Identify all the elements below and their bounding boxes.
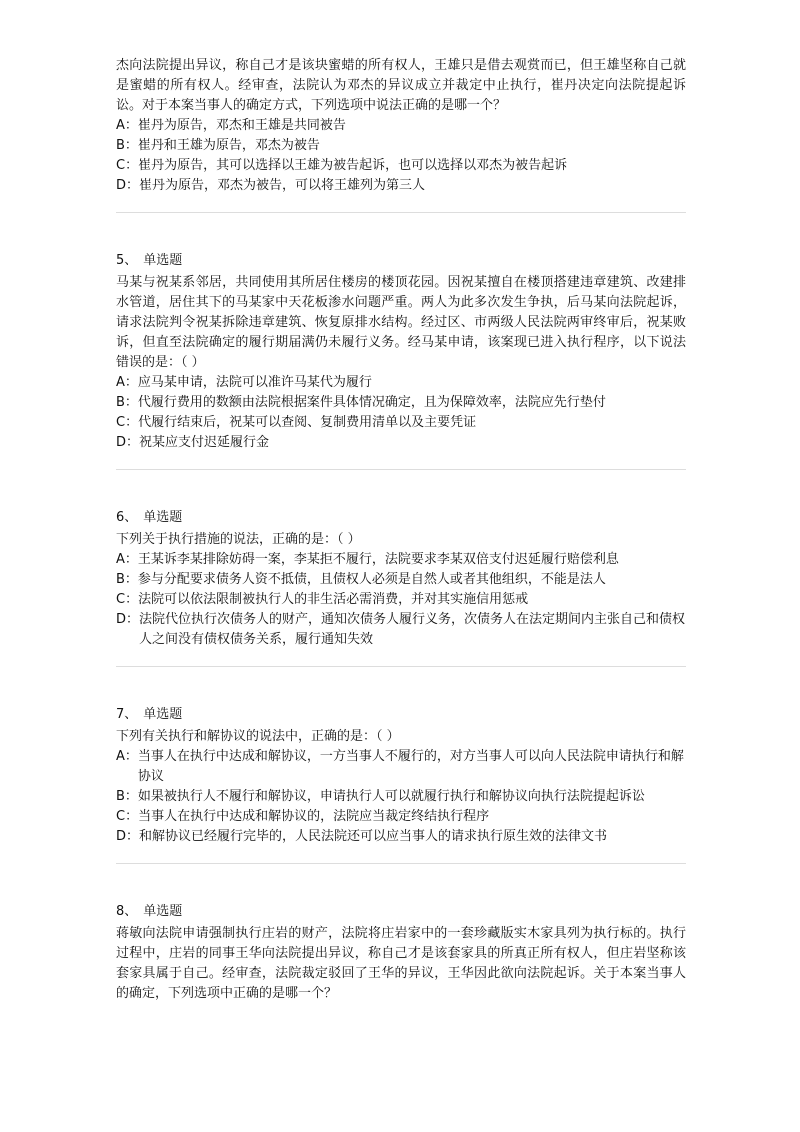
question-stem: 下列有关执行和解协议的说法中，正确的是：（ ） (116, 729, 400, 744)
option-text: 和解协议已经履行完毕的，人民法院还可以应当事人的请求执行原生效的法律文书 (139, 829, 608, 844)
option-letter: B： (116, 572, 138, 587)
option-letter: D： (116, 829, 140, 844)
option-text: 当事人在执行中达成和解协议，一方当事人不履行的，对方当事人可以向人民法院申请执行和解协议 (137, 749, 684, 784)
option-letter: C： (116, 158, 139, 173)
question-divider (116, 212, 686, 213)
option-d[interactable] (116, 610, 686, 650)
option-text: 代履行费用的数额由法院根据案件具体情况确定，且为保障效率，法院应先行垫付 (137, 395, 606, 410)
option-letter: A： (116, 118, 138, 133)
option-letter: A： (116, 375, 138, 390)
option-letter: D： (116, 178, 140, 193)
question-stem: 杰向法院提出异议，称自己才是该块蜜蜡的所有权人，王雄只是借去观赏而已，但王雄坚称自己就是蜜蜡的所有权人。经审查，法院认为邓杰的异议成立并裁定中止执行，崔丹决定向法院提起诉讼。对于本案当事人的确定方式，下列选项中说法正确的是哪一个？ (116, 58, 686, 113)
question-type: 单选题 (143, 904, 183, 919)
question-continuation (116, 56, 686, 196)
option-letter: B： (116, 789, 138, 804)
option-letter: D： (116, 435, 140, 450)
option-letter: A： (116, 749, 138, 764)
option-letter: C： (116, 415, 139, 430)
option-letter: C： (116, 809, 139, 824)
question-6 (116, 508, 686, 650)
question-number: 6、 (116, 510, 138, 525)
question-header (116, 508, 686, 528)
option-d[interactable] (116, 827, 686, 847)
option-b[interactable] (116, 393, 686, 413)
option-text: 法院代位执行次债务人的财产，通知次债务人履行义务，次债务人在法定期间内主张自己和债权人之间没有债权债务关系，履行通知失效 (139, 612, 686, 647)
question-8 (116, 902, 686, 1004)
option-text: 崔丹为原告，其可以选择以王雄为被告起诉，也可以选择以邓杰为被告起诉 (138, 158, 568, 173)
question-number: 8、 (116, 904, 138, 919)
question-header (116, 705, 686, 725)
question-7 (116, 705, 686, 847)
question-divider (116, 469, 686, 470)
question-divider (116, 863, 686, 864)
option-c[interactable] (116, 807, 686, 827)
option-letter: B： (116, 138, 138, 153)
option-d[interactable] (116, 176, 686, 196)
option-d[interactable] (116, 433, 686, 453)
option-text: 当事人在执行中达成和解协议的，法院应当裁定终结执行程序 (138, 809, 490, 824)
question-number: 5、 (116, 253, 138, 268)
option-text: 崔丹和王雄为原告，邓杰为被告 (137, 138, 320, 153)
question-divider (116, 666, 686, 667)
option-a[interactable] (116, 373, 686, 393)
option-b[interactable] (116, 787, 686, 807)
option-b[interactable] (116, 136, 686, 156)
option-a[interactable] (116, 747, 686, 787)
option-c[interactable] (116, 590, 686, 610)
option-text: 应马某申请，法院可以准许马某代为履行 (137, 375, 372, 390)
option-text: 如果被执行人不履行和解协议，申请执行人可以就履行执行和解协议向执行法院提起诉讼 (137, 789, 645, 804)
option-text: 参与分配要求债务人资不抵债，且债权人必须是自然人或者其他组织，不能是法人 (137, 572, 606, 587)
option-letter: B： (116, 395, 138, 410)
question-number: 7、 (116, 707, 138, 722)
question-5 (116, 251, 686, 453)
option-letter: D： (116, 612, 140, 627)
question-type: 单选题 (143, 510, 183, 525)
option-text: 崔丹为原告，邓杰为被告，可以将王雄列为第三人 (139, 178, 426, 193)
option-b[interactable] (116, 570, 686, 590)
question-type: 单选题 (143, 707, 183, 722)
option-text: 祝某应支付迟延履行金 (139, 435, 270, 450)
option-text: 王某诉李某排除妨碍一案，李某拒不履行，法院要求李某双倍支付迟延履行赔偿利息 (137, 552, 619, 567)
option-text: 崔丹为原告，邓杰和王雄是共同被告 (137, 118, 346, 133)
question-header (116, 251, 686, 271)
option-a[interactable] (116, 116, 686, 136)
question-stem: 蒋敏向法院申请强制执行庄岩的财产，法院将庄岩家中的一套珍藏版实木家具列为执行标的。执行过程中，庄岩的同事王华向法院提出异议，称自己才是该套家具的所真正所有权人，但庄岩坚称该套家具属于自己。经审查，法院裁定驳回了王华的异议，王华因此欲向法院起诉。关于本案当事人的确定，下列选项中正确的是哪一个？ (116, 926, 686, 1001)
option-text: 代履行结束后，祝某可以查阅、复制费用清单以及主要凭证 (138, 415, 477, 430)
question-stem: 马某与祝某系邻居，共同使用其所居住楼房的楼顶花园。因祝某擅自在楼顶搭建违章建筑、改建排水管道，居住其下的马某家中天花板渗水问题严重。两人为此多次发生争执，后马某向法院起诉，请求法院判令祝某拆除违章建筑、恢复原排水结构。经过区、市两级人民法院两审终审后，祝某败诉，但直至法院确定的履行期届满仍未履行义务。经马某申请，该案现已进入执行程序，以下说法错误的是：（ ） (116, 275, 686, 370)
question-stem: 下列关于执行措施的说法，正确的是：（ ） (116, 532, 361, 547)
option-c[interactable] (116, 156, 686, 176)
option-letter: A： (116, 552, 138, 567)
option-a[interactable] (116, 550, 686, 570)
option-letter: C： (116, 592, 139, 607)
option-c[interactable] (116, 413, 686, 433)
question-type: 单选题 (143, 253, 183, 268)
document-page (116, 56, 686, 1004)
question-header (116, 902, 686, 922)
option-text: 法院可以依法限制被执行人的非生活必需消费，并对其实施信用惩戒 (138, 592, 529, 607)
